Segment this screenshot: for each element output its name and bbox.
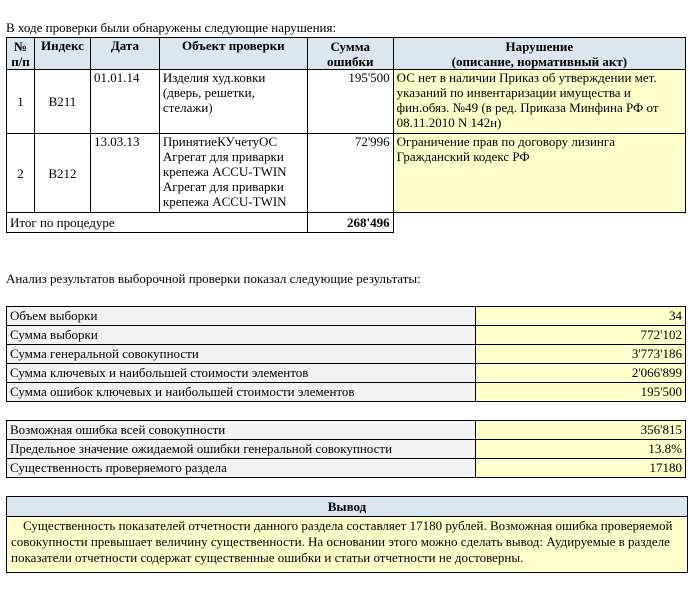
col-object-header: Объект проверки <box>159 38 307 70</box>
sample-label: Сумма ключевых и наибольшей стоимости элементов <box>7 364 476 383</box>
row-date: 13.03.13 <box>90 134 159 213</box>
row-num: 2 <box>7 134 35 213</box>
row-object: ПринятиеКУчетуОС Агрегат для приварки крепежа ACCU-TWIN Агрегат для приварки крепежа ACCU-TWIN <box>159 134 307 213</box>
conclusion-box <box>6 496 688 573</box>
row-index: В212 <box>34 134 90 213</box>
error-label: Предельное значение ожидаемой ошибки генеральной совокупности <box>7 440 476 459</box>
total-empty-cell <box>393 213 685 233</box>
conclusion-text: Существенность показателей отчетности данного раздела составляет 17180 рублей. Возможная ошибка проверяемой совокупности превышает величину существенности. На основании этого можно сделать вывод: Аудируемые в разделе показатели отчетности содержат существенные ошибки и статьи отчетности не достоверны. <box>7 517 687 572</box>
table-row <box>7 326 686 345</box>
sample-label: Объем выборки <box>7 307 476 326</box>
conclusion-title: Вывод <box>7 497 687 517</box>
row-index: В211 <box>34 70 90 134</box>
col-index-header: Индекс <box>34 38 90 70</box>
col-amount-header: Сумма ошибки <box>307 38 393 70</box>
table-row <box>7 440 686 459</box>
col-num-header: № п/п <box>7 38 35 70</box>
row-num: 1 <box>7 70 35 134</box>
table-row <box>7 345 686 364</box>
error-value: 17180 <box>476 459 686 478</box>
row-violation: ОС нет в наличии Приказ об утверждении мет. указаний по инвентаризации имущества и фин.обяз. №49 (в ред. Приказа Минфина РФ от 08.11.2010 N 142н) <box>393 70 685 134</box>
sample-value: 34 <box>476 307 686 326</box>
row-amount: 195'500 <box>307 70 393 134</box>
table-row <box>7 364 686 383</box>
table-row <box>7 383 686 402</box>
violations-header-row <box>7 38 686 70</box>
error-value: 13.8% <box>476 440 686 459</box>
row-amount: 72'996 <box>307 134 393 213</box>
sample-label: Сумма ошибок ключевых и наибольшей стоимости элементов <box>7 383 476 402</box>
total-label: Итог по процедуре <box>7 213 308 233</box>
table-row <box>7 134 686 213</box>
error-table <box>6 420 686 478</box>
error-label: Существенность проверяемого раздела <box>7 459 476 478</box>
total-row <box>7 213 686 233</box>
sample-label: Сумма генеральной совокупности <box>7 345 476 364</box>
sample-value: 3'773'186 <box>476 345 686 364</box>
sample-label: Сумма выборки <box>7 326 476 345</box>
error-value: 356'815 <box>476 421 686 440</box>
sample-value: 2'066'899 <box>476 364 686 383</box>
error-label: Возможная ошибка всей совокупности <box>7 421 476 440</box>
violations-heading: В ходе проверки были обнаружены следующие нарушения: <box>6 20 337 35</box>
col-date-header: Дата <box>90 38 159 70</box>
table-row <box>7 421 686 440</box>
sample-value: 772'102 <box>476 326 686 345</box>
analysis-heading: Анализ результатов выборочной проверки показал следующие результаты: <box>6 271 421 286</box>
table-row <box>7 307 686 326</box>
row-violation: Ограничение прав по договору лизинга Гражданский кодекс РФ <box>393 134 685 213</box>
row-object: Изделия худ.ковки (дверь, решетки, стелажи) <box>159 70 307 134</box>
table-row <box>7 70 686 134</box>
col-violation-header: Нарушение (описание, нормативный акт) <box>393 38 685 70</box>
sample-table <box>6 306 686 402</box>
total-value: 268'496 <box>307 213 393 233</box>
violations-table <box>6 37 686 233</box>
table-row <box>7 459 686 478</box>
sample-value: 195'500 <box>476 383 686 402</box>
row-date: 01.01.14 <box>90 70 159 134</box>
